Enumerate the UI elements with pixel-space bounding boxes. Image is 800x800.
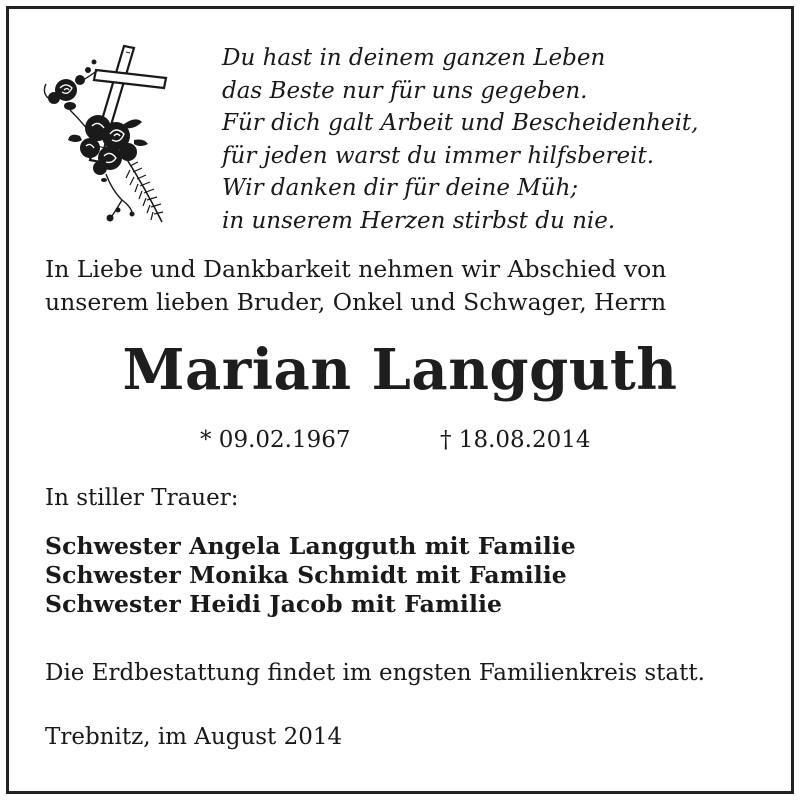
poem-line: Wir danken dir für deine Müh;: [222, 175, 579, 201]
cross-with-roses-icon: [40, 40, 175, 230]
intro-line: unserem lieben Bruder, Onkel und Schwager, Herrn: [45, 288, 667, 316]
poem-line: Du hast in deinem ganzen Leben: [222, 45, 606, 71]
poem-line: Für dich galt Arbeit und Bescheidenheit,: [222, 110, 699, 136]
birth-date: * 09.02.1967: [200, 427, 351, 453]
deceased-name: Marian Langguth: [122, 337, 678, 403]
poem-line: in unserem Herzen stirbst du nie.: [222, 207, 616, 234]
death-date: † 18.08.2014: [440, 427, 591, 453]
burial-notice: Die Erdbestattung findet im engsten Familienkreis statt.: [45, 660, 705, 686]
mourner-entry: Schwester Heidi Jacob mit Familie: [45, 590, 503, 618]
place-and-date: Trebnitz, im August 2014: [45, 724, 343, 750]
poem-line: das Beste nur für uns gegeben.: [222, 77, 588, 104]
poem-line: für jeden warst du immer hilfsbereit.: [222, 142, 655, 169]
mourner-entry: Schwester Monika Schmidt mit Familie: [45, 561, 567, 589]
mourners-list: [45, 532, 576, 619]
intro-text: [45, 253, 765, 319]
intro-line: In Liebe und Dankbarkeit nehmen wir Abschied von: [45, 255, 667, 283]
mourning-label: In stiller Trauer:: [45, 485, 239, 511]
mourner-entry: Schwester Angela Langguth mit Familie: [45, 532, 576, 560]
memorial-poem: [222, 42, 762, 237]
